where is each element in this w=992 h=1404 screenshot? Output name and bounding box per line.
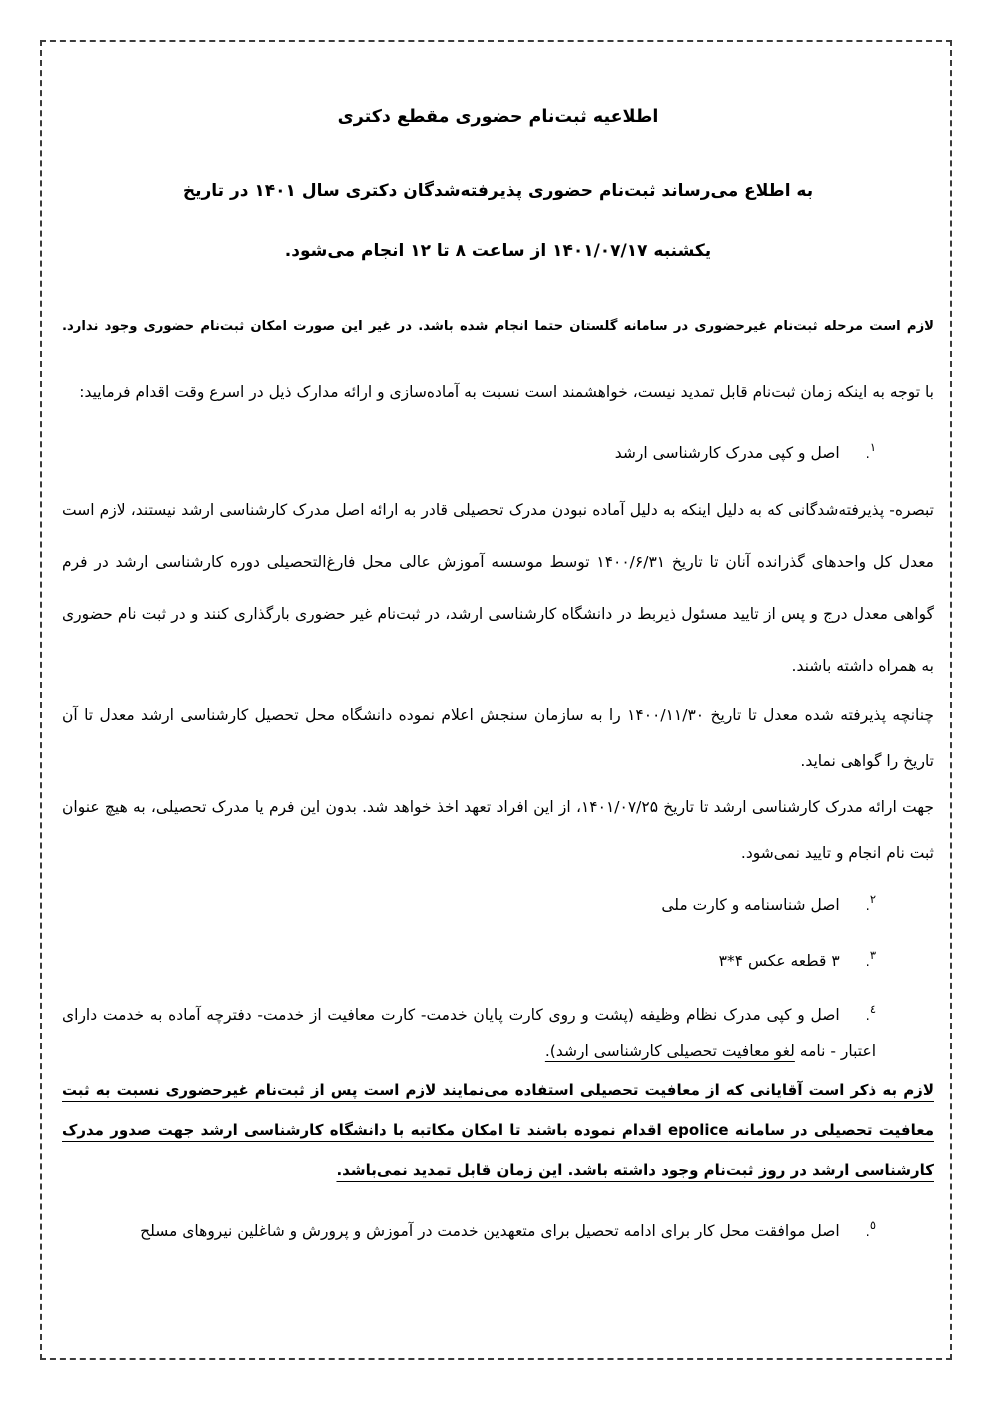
list-item-5-text: اصل موافقت محل کار برای ادامه تحصیل برای متعهدین خدمت در آموزش و پرورش و شاغلین نیروهای مسلح	[140, 1222, 840, 1240]
list-marker-4: $^٤$.	[865, 1002, 876, 1024]
subtitle-line-1: به اطلاع می‌رساند ثبت‌نام حضوری پذیرفته‌شدگان دکتری سال ۱۴۰۱ در تاریخ	[182, 181, 814, 201]
subtitle-line-2: یکشنبه ۱۴۰۱/۰۷/۱۷ از ساعت ۸ تا ۱۲ انجام می‌شود.	[284, 241, 712, 261]
list-item-4-text: اصل و کپی مدرک نظام وظیفه (پشت و روی کارت پایان خدمت- کارت معافیت از خدمت- دفترچه آماده به خدمت دارای اعتبار - نامه	[62, 1006, 876, 1060]
note-epolice-paragraph: لازم به ذکر است آقایانی که از معافیت تحصیلی استفاده می‌نمایند لازم است پس از ثبت‌نام غیرحضوری نسبت به ثبت معافیت تحصیلی در سامانه epolice اقدام نموده باشند تا امکان مکاتبه با دانشگاه کارشناسی ارشد جهت صدور مدرک کارشناسی ارشد در روز ثبت‌نام وجود داشته باشد. این زمان قابل تمدید نمی‌باشد.	[62, 1081, 934, 1179]
list-item-3	[62, 944, 934, 980]
page-title: اطلاعیه ثبت‌نام حضوری مقطع دکتری	[337, 107, 659, 127]
list-item-4-underlined-text: لغو معافیت تحصیلی کارشناسی ارشد).	[544, 1042, 795, 1060]
list-item-2	[62, 888, 934, 924]
note-sanjesh-paragraph: چنانچه پذیرفته شده معدل تا تاریخ ۱۴۰۰/۱۱/۳۰ را به سازمان سنجش اعلام نموده دانشگاه محل تحصیل کارشناسی ارشد معدل تا آن تاریخ را گواهی نماید.	[62, 706, 934, 770]
list-marker-2: $^۲$.	[865, 892, 876, 914]
list-item-4	[62, 998, 934, 1068]
list-marker-3: $^۳$.	[865, 948, 876, 970]
page-border	[40, 40, 952, 1360]
golestan-notice: لازم است مرحله ثبت‌نام غیرحضوری در سامانه گلستان حتما انجام شده باشد. در غیر این صورت امکان ثبت‌نام حضوری وجود ندارد.	[62, 319, 934, 334]
intro-paragraph: با توجه به اینکه زمان ثبت‌نام قابل تمدید نیست، خواهشمند است نسبت به آماده‌سازی و ارائه مدارک ذیل در اسرع وقت اقدام فرمایید:	[79, 383, 934, 401]
list-item-1-text: اصل و کپی مدرک کارشناسی ارشد	[614, 444, 840, 462]
note-gpa-paragraph: تبصره- پذیرفته‌شدگانی که به دلیل اینکه به دلیل آماده نبودن مدرک تحصیلی قادر به ارائه اصل مدرک کارشناسی ارشد نیستند، لازم است معدل کل واحدهای گذرانده آنان تا تاریخ ۱۴۰۰/۶/۳۱ توسط موسسه آموزش عالی محل فارغ‌التحصیلی دوره کارشناسی ارشد در فرم گواهی معدل درج و پس از تایید مسئول ذیربط در دانشگاه کارشناسی ارشد، در ثبت‌نام غیر حضوری بارگذاری کنند و در ثبت نام حضوری به همراه داشته باشند.	[62, 501, 934, 675]
list-item-5	[62, 1206, 934, 1258]
page-content	[42, 42, 950, 1258]
list-item-1	[62, 436, 934, 472]
note-pledge-paragraph: جهت ارائه مدرک کارشناسی ارشد تا تاریخ ۱۴۰۱/۰۷/۲۵، از این افراد تعهد اخذ خواهد شد. بدون این فرم یا مدرک تحصیلی، به هیچ عنوان ثبت نام انجام و تایید نمی‌شود.	[62, 798, 934, 862]
list-marker-1: $^۱$.	[865, 440, 876, 462]
list-item-3-text: ۳ قطعه عکس ۴*۳	[718, 952, 840, 970]
list-item-2-text: اصل شناسنامه و کارت ملی	[661, 896, 840, 914]
list-marker-5: $^٥$.	[865, 1218, 876, 1240]
